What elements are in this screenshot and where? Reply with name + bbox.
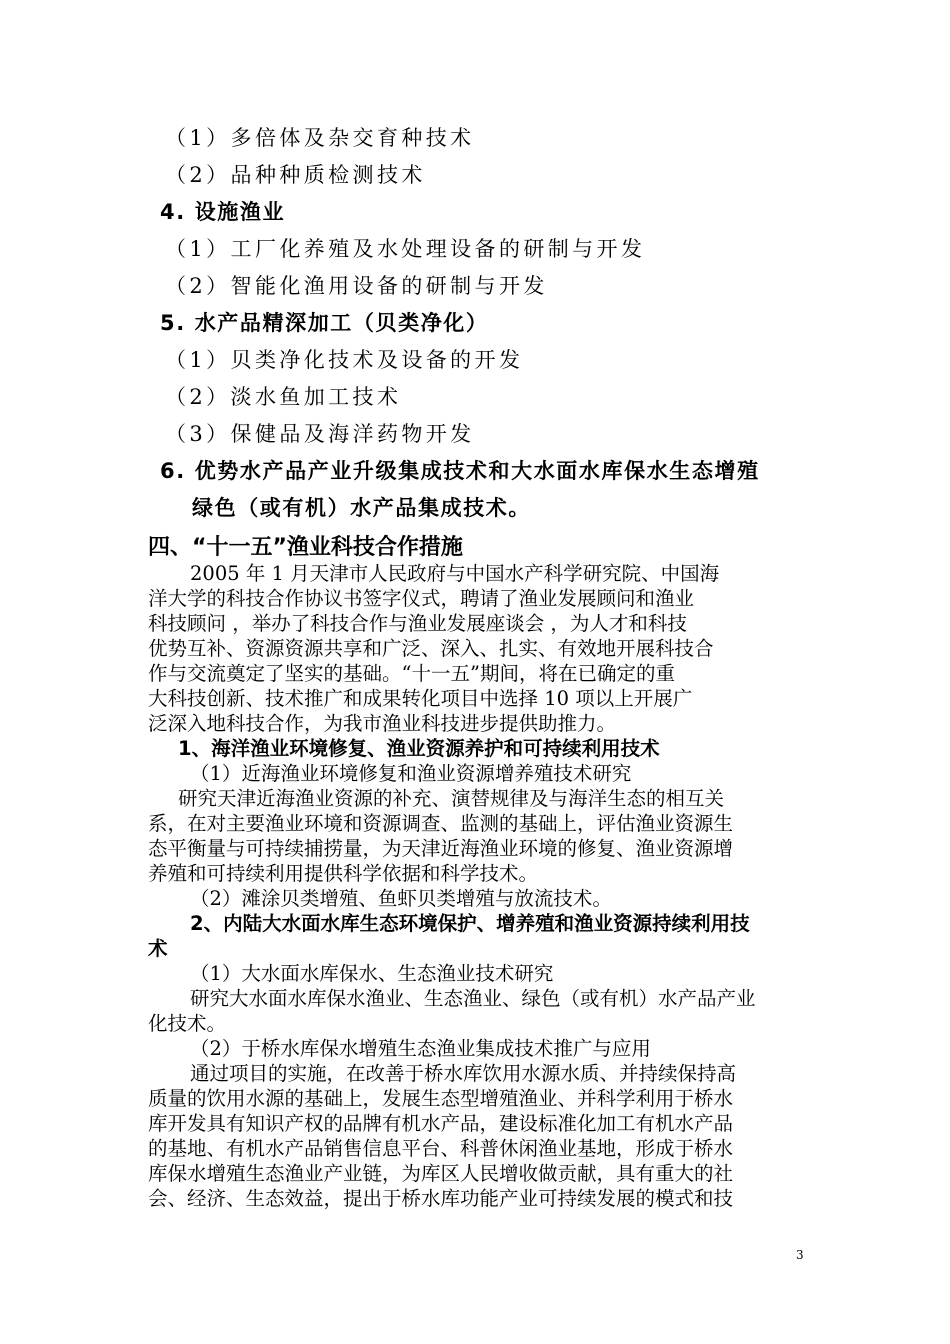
paragraph-line: 大科技创新、技术推广和成果转化项目中选择 10 项以上开展广 [148,687,693,710]
list-item: （2）滩涂贝类增殖、鱼虾贝类增殖与放流技术。 [190,887,612,910]
section-heading: 绿色（或有机）水产品集成技术。 [192,496,531,520]
list-item: （3）保健品及海洋药物开发 [165,422,475,446]
paragraph-line: 化技术。 [148,1012,227,1035]
list-item: （2）智能化渔用设备的研制与开发 [165,274,548,298]
list-item: （2）品种种质检测技术 [165,163,426,187]
chapter-heading: 四、“十一五”渔业科技合作措施 [148,535,463,560]
list-item: （1）近海渔业环境修复和渔业资源增养殖技术研究 [190,762,632,785]
paragraph-line: 态平衡量与可持续捕捞量，为天津近海渔业环境的修复、渔业资源增 [148,837,734,860]
list-item: （2）淡水鱼加工技术 [165,385,402,409]
page-number: 3 [796,1248,804,1262]
paragraph-line: 系，在对主要渔业环境和资源调查、监测的基础上，评估渔业资源生 [148,812,734,835]
subsection-heading: 1、海洋渔业环境修复、渔业资源养护和可持续利用技术 [178,737,660,760]
paragraph-line: 通过项目的实施，在改善于桥水库饮用水源水质、并持续保持高 [190,1062,737,1085]
section-heading: 6. 优势水产品产业升级集成技术和大水面水库保水生态增殖 [160,459,760,483]
list-item: （1）多倍体及杂交育种技术 [165,126,475,150]
paragraph-line: 优势互补、资源资源共享和广泛、深入、扎实、有效地开展科技合 [148,637,714,660]
subsection-heading: 术 [148,937,168,960]
paragraph-line: 2005 年 1 月天津市人民政府与中国水产科学研究院、中国海 [190,562,720,585]
paragraph-line: 库开发具有知识产权的品牌有机水产品，建设标准化加工有机水产品 [148,1112,734,1135]
list-item: （1）贝类净化技术及设备的开发 [165,348,524,372]
paragraph-line: 泛深入地科技合作，为我市渔业科技进步提供助推力。 [148,712,617,735]
paragraph-line: 研究天津近海渔业资源的补充、演替规律及与海洋生态的相互关 [178,787,725,810]
paragraph-line: 会、经济、生态效益，提出于桥水库功能产业可持续发展的模式和技 [148,1187,734,1210]
section-heading: 5. 水产品精深加工（贝类净化） [160,311,489,335]
list-item: （1）大水面水库保水、生态渔业技术研究 [190,962,554,985]
list-item: （1）工厂化养殖及水处理设备的研制与开发 [165,237,646,261]
paragraph-line: 作与交流奠定了坚实的基础。“十一五”期间，将在已确定的重 [148,662,675,685]
paragraph-line: 洋大学的科技合作协议书签字仪式，聘请了渔业发展顾问和渔业 [148,587,695,610]
paragraph-line: 科技顾问 ，举办了科技合作与渔业发展座谈会 ，为人才和科技 [148,612,687,635]
paragraph-line: 研究大水面水库保水渔业、生态渔业、绿色（或有机）水产品产业 [190,987,756,1010]
paragraph-line: 的基地、有机水产品销售信息平台、科普休闲渔业基地，形成于桥水 [148,1137,734,1160]
paragraph-line: 库保水增殖生态渔业产业链，为库区人民增收做贡献，具有重大的社 [148,1162,734,1185]
list-item: （2）于桥水库保水增殖生态渔业集成技术推广与应用 [190,1037,651,1060]
paragraph-line: 质量的饮用水源的基础上，发展生态型增殖渔业、并科学利用于桥水 [148,1087,734,1110]
subsection-heading: 2、内陆大水面水库生态环境保护、增养殖和渔业资源持续利用技 [190,912,750,935]
section-heading: 4. 设施渔业 [160,200,286,224]
paragraph-line: 养殖和可持续利用提供科学依据和科学技术。 [148,862,539,885]
